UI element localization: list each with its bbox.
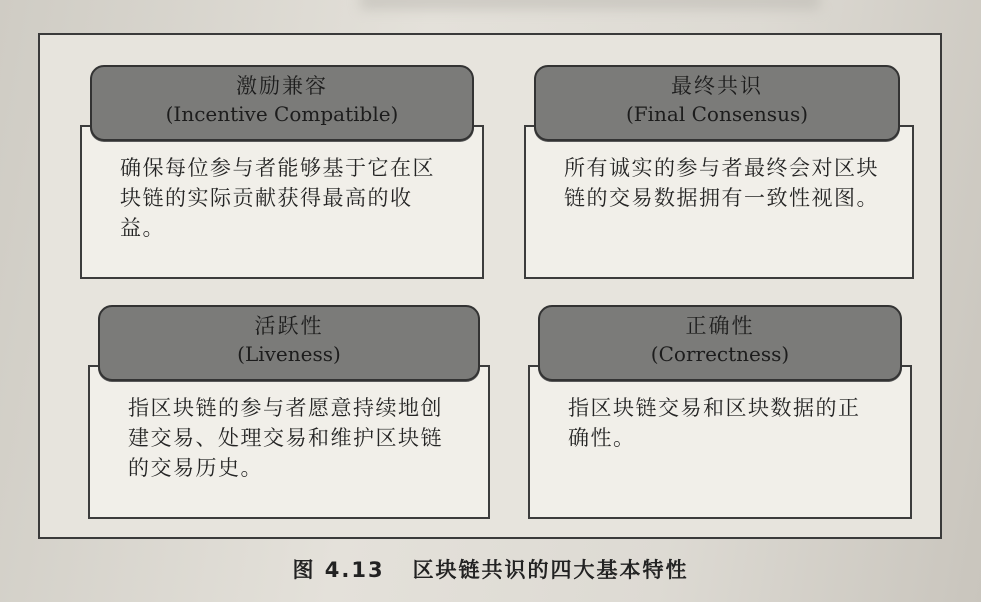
- card-title-zh: 活跃性: [254, 314, 324, 338]
- card-header: [534, 65, 900, 141]
- figure-number: 图 4.13: [292, 558, 385, 582]
- card-body: [524, 125, 914, 279]
- card-correctness: [528, 305, 912, 519]
- card-body: [80, 125, 484, 279]
- cut-off-text-strip: [360, 0, 820, 10]
- card-description: 指区块链交易和区块数据的正确性。: [568, 396, 861, 450]
- figure-frame: [38, 33, 942, 539]
- card-description: 确保每位参与者能够基于它在区块链的实际贡献获得最高的收益。: [120, 156, 435, 240]
- figure-caption: [0, 554, 981, 584]
- card-title-zh: 激励兼容: [236, 74, 328, 98]
- card-header: [90, 65, 474, 141]
- card-title-en: (Correctness): [650, 342, 790, 366]
- card-header: [98, 305, 480, 381]
- card-incentive-compatible: [80, 65, 484, 279]
- card-final-consensus: [524, 65, 914, 279]
- card-body: [528, 365, 912, 519]
- card-liveness: [88, 305, 490, 519]
- card-title-zh: 正确性: [685, 314, 755, 338]
- card-title-en: (Incentive Compatible): [165, 102, 399, 126]
- card-header: [538, 305, 902, 381]
- card-title-zh: 最终共识: [671, 74, 763, 98]
- card-title-en: (Final Consensus): [625, 102, 809, 126]
- figure-caption-text: 区块链共识的四大基本特性: [412, 558, 689, 582]
- card-description: 所有诚实的参与者最终会对区块链的交易数据拥有一致性视图。: [564, 156, 879, 210]
- card-description: 指区块链的参与者愿意持续地创建交易、处理交易和维护区块链的交易历史。: [128, 396, 443, 480]
- card-title-en: (Liveness): [237, 342, 341, 366]
- card-body: [88, 365, 490, 519]
